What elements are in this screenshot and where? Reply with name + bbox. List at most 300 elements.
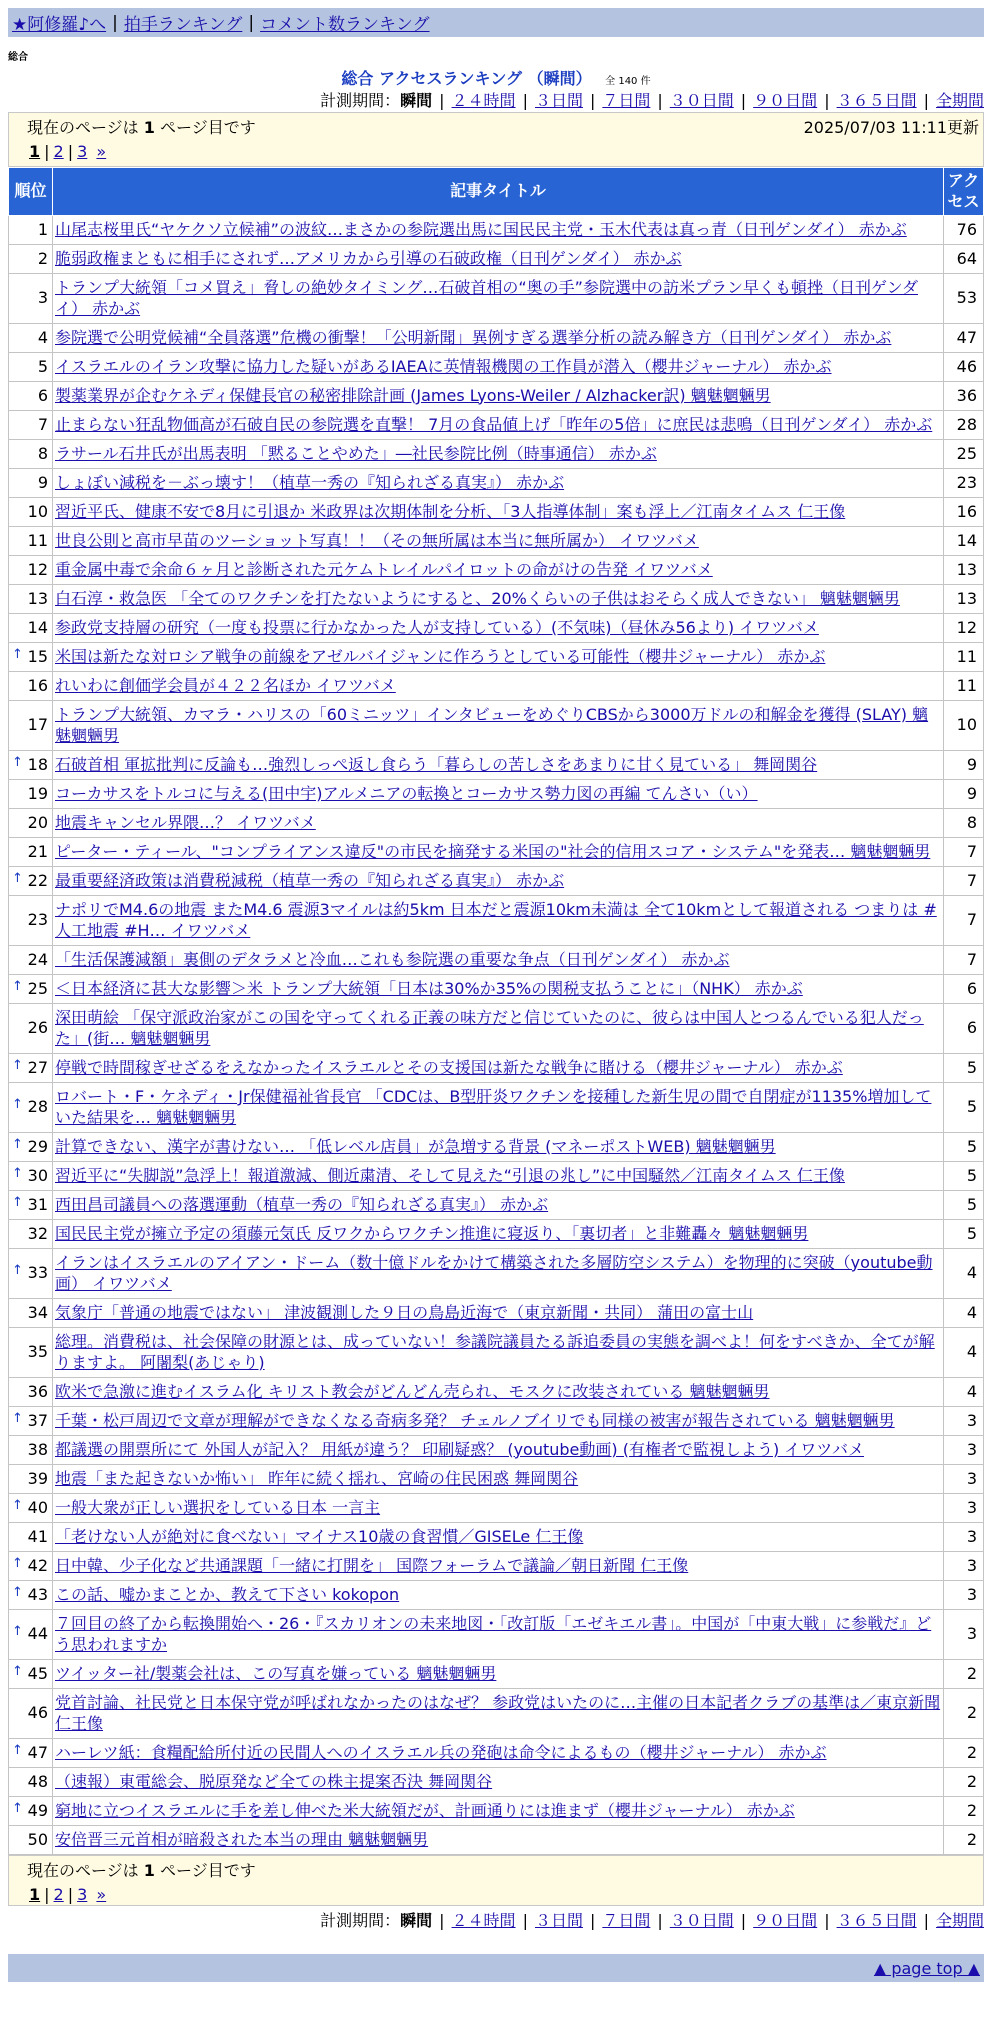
rank-number: 40	[27, 1497, 48, 1517]
rank-cell	[9, 527, 53, 556]
access-count: 5	[944, 1191, 984, 1220]
nav-separator: |	[112, 12, 118, 33]
rank-cell	[9, 946, 53, 975]
title-cell	[53, 751, 944, 780]
table-row	[9, 1494, 984, 1523]
article-link[interactable]: トランプ大統領、カマラ・ハリスの「60ミニッツ」インタビューをめぐりCBSから3000万ドルの和解金を獲得 (SLAY) 魑魅魍魎男	[55, 704, 929, 745]
access-count: 3	[944, 1494, 984, 1523]
title-cell	[53, 1299, 944, 1328]
rank-up-icon: ↑	[12, 1497, 23, 1513]
article-link[interactable]: 気象庁「普通の地震ではない」 津波観測した９日の鳥島近海で（東京新聞・共同） 蒲田の富士山	[55, 1302, 754, 1322]
page-link[interactable]: 2	[53, 142, 64, 161]
table-row	[9, 585, 984, 614]
article-link[interactable]: 「生活保護減額」裏側のデタラメと冷血…これも参院選の重要な争点（日刊ゲンダイ） 赤かぶ	[55, 949, 730, 969]
period-link[interactable]: ２４時間	[451, 1911, 516, 1930]
access-count: 3	[944, 1465, 984, 1494]
page-separator: |	[67, 1885, 74, 1904]
access-count: 6	[944, 1004, 984, 1054]
rank-cell	[9, 896, 53, 946]
rank-cell	[9, 1162, 53, 1191]
table-row	[9, 353, 984, 382]
rank-cell	[9, 585, 53, 614]
rank-number: 44	[27, 1624, 48, 1644]
period-selector-bottom	[8, 1908, 984, 1932]
page-link[interactable]: 3	[77, 142, 88, 161]
page-title	[8, 66, 984, 88]
title-cell	[53, 1739, 944, 1768]
rank-cell	[9, 324, 53, 353]
rank-up-icon: ↑	[12, 1263, 23, 1279]
table-row	[9, 1523, 984, 1552]
title-cell	[53, 1523, 944, 1552]
table-row	[9, 1552, 984, 1581]
rank-cell	[9, 556, 53, 585]
rank-cell	[9, 245, 53, 274]
access-count: 3	[944, 1407, 984, 1436]
clap-ranking-link[interactable]: 拍手ランキング	[123, 15, 243, 35]
table-row	[9, 1220, 984, 1249]
next-page-link[interactable]: »	[96, 142, 107, 161]
period-separator: |	[439, 1911, 445, 1930]
rank-number: 20	[27, 812, 48, 832]
article-link[interactable]: トランプ大統領「コメ買え」脅しの絶妙タイミング…石破首相の“奥の手”参院選中の訪米プラン早くも頓挫（日刊ゲンダイ） 赤かぶ	[55, 277, 918, 318]
table-row	[9, 1407, 984, 1436]
period-separator: |	[657, 1911, 663, 1930]
period-separator: |	[522, 91, 528, 110]
rank-number: 33	[27, 1263, 48, 1283]
title-cell	[53, 527, 944, 556]
rank-cell	[9, 1054, 53, 1083]
period-link[interactable]: ３０日間	[669, 1911, 734, 1930]
article-link[interactable]: 安倍晋三元首相が暗殺された本当の理由 魑魅魍魎男	[55, 1829, 429, 1849]
home-link[interactable]: ★阿修羅♪へ	[12, 15, 107, 35]
table-row	[9, 643, 984, 672]
rank-cell	[9, 780, 53, 809]
period-separator: |	[439, 91, 445, 110]
rank-up-icon: ↑	[12, 1800, 23, 1816]
title-cell	[53, 1220, 944, 1249]
table-row	[9, 1054, 984, 1083]
table-row	[9, 411, 984, 440]
article-link[interactable]: 習近平に“失脚説”急浮上！報道激減、側近粛清、そして見えた“引退の兆し”に中国騒然／江南タイムス 仁王像	[55, 1165, 845, 1185]
rank-cell	[9, 1797, 53, 1826]
period-separator: |	[824, 1911, 830, 1930]
title-cell	[53, 382, 944, 411]
article-link[interactable]: ７回目の終了から転換開始へ・26・『スカリオンの未来地図・「改訂版「エゼキエル書」。中国が「中東大戦」に参戦だ』どう思われますか	[55, 1613, 932, 1654]
period-separator: |	[923, 1911, 929, 1930]
rank-up-icon: ↑	[12, 646, 23, 662]
title-cell	[53, 324, 944, 353]
article-link[interactable]: 習近平氏、健康不安で8月に引退か 米政界は次期体制を分析、「3人指導体制」案も浮上／江南タイムス 仁王像	[55, 501, 846, 521]
rank-cell	[9, 1768, 53, 1797]
access-header: アクセス	[944, 168, 984, 216]
period-current: 瞬間	[400, 1911, 433, 1930]
rank-cell	[9, 274, 53, 324]
rank-cell	[9, 672, 53, 701]
ranking-rows	[9, 216, 984, 1855]
article-link[interactable]: ＜日本経済に甚大な影響＞米 トランプ大統領「日本は30%か35%の関税支払うことに」（NHK） 赤かぶ	[55, 978, 803, 998]
table-row	[9, 1610, 984, 1660]
rank-number: 26	[27, 1018, 48, 1038]
article-link[interactable]: （速報）東電総会、脱原発など全ての株主提案否決 舞岡関谷	[55, 1771, 493, 1791]
title-cell	[53, 1162, 944, 1191]
title-cell	[53, 946, 944, 975]
rank-number: 39	[27, 1468, 48, 1488]
rank-cell	[9, 1220, 53, 1249]
article-link[interactable]: 窮地に立つイスラエルに手を差し伸べた米大統領だが、計画通りには進まず（櫻井ジャーナル） 赤かぶ	[55, 1800, 795, 1820]
rank-number: 10	[27, 501, 48, 521]
rank-number: 12	[27, 559, 48, 579]
rank-up-icon: ↑	[12, 1194, 23, 1210]
rank-cell	[9, 1552, 53, 1581]
period-link[interactable]: ２４時間	[451, 91, 516, 110]
table-row	[9, 1826, 984, 1855]
period-link[interactable]: 全期間	[935, 91, 984, 110]
rank-cell	[9, 751, 53, 780]
title-cell	[53, 614, 944, 643]
table-row	[9, 1465, 984, 1494]
title-cell	[53, 701, 944, 751]
article-link[interactable]: ラサール石井氏が出馬表明 「黙ることやめた」―社民参院比例（時事通信） 赤かぶ	[55, 443, 657, 463]
total-count: 全 140 件	[605, 76, 651, 87]
rank-number: 13	[27, 588, 48, 608]
period-current: 瞬間	[400, 91, 433, 110]
access-count: 9	[944, 751, 984, 780]
article-link[interactable]: 総理。消費税は、社会保障の財源とは、成っていない！参議院議員たる訴追委員の実態を調べよ！何をすべきか、全てが解りますよ。 阿闍梨(あじゃり)	[55, 1331, 935, 1372]
rank-cell	[9, 1407, 53, 1436]
table-row	[9, 946, 984, 975]
access-count: 25	[944, 440, 984, 469]
rank-cell	[9, 643, 53, 672]
access-count: 3	[944, 1581, 984, 1610]
access-count: 2	[944, 1660, 984, 1689]
rank-header: 順位	[9, 168, 53, 216]
rank-cell	[9, 411, 53, 440]
article-link[interactable]: 千葉・松戸周辺で文章が理解ができなくなる奇病多発？ チェルノブイリでも同様の被害が報告されている 魑魅魍魎男	[55, 1410, 895, 1430]
access-count: 5	[944, 1133, 984, 1162]
rank-up-icon: ↑	[12, 1165, 23, 1181]
pager-top	[8, 112, 984, 167]
article-link[interactable]: 参院選で公明党候補“全員落選”危機の衝撃！「公明新聞」異例すぎる選挙分析の読み解き方（日刊ゲンダイ） 赤かぶ	[55, 327, 892, 347]
article-link[interactable]: ロバート・F・ケネディ・Jr保健福祉省長官 「CDCは、B型肝炎ワクチンを接種した新生児の間で自閉症が1135%増加していた結果を… 魑魅魍魎男	[55, 1086, 932, 1127]
table-row	[9, 216, 984, 245]
title-cell	[53, 975, 944, 1004]
access-count: 46	[944, 353, 984, 382]
rank-cell	[9, 1299, 53, 1328]
rank-cell	[9, 701, 53, 751]
article-link[interactable]: 欧米で急激に進むイスラム化 キリスト教会がどんどん売られ、モスクに改装されている 魑魅魍魎男	[55, 1381, 770, 1401]
current-page-number: 1	[143, 1861, 155, 1880]
ranking-title: 総合 アクセスランキング （瞬間）	[341, 69, 592, 88]
title-cell	[53, 1768, 944, 1797]
table-row	[9, 975, 984, 1004]
period-separator: |	[589, 91, 596, 110]
title-cell	[53, 1054, 944, 1083]
article-link[interactable]: イスラエルのイラン攻撃に協力した疑いがあるIAEAに英情報機関の工作員が潜入（櫻井ジャーナル） 赤かぶ	[55, 356, 832, 376]
access-count: 5	[944, 1083, 984, 1133]
table-row	[9, 1768, 984, 1797]
rank-number: 42	[27, 1555, 48, 1575]
page-links	[27, 1885, 979, 1904]
title-cell	[53, 353, 944, 382]
access-count: 3	[944, 1523, 984, 1552]
rank-number: 48	[27, 1771, 48, 1791]
rank-number: 19	[27, 783, 48, 803]
table-row	[9, 527, 984, 556]
article-link[interactable]: 地震「また起きないか怖い」 昨年に続く揺れ、宮崎の住民困惑 舞岡関谷	[55, 1468, 579, 1488]
access-count: 11	[944, 672, 984, 701]
rank-cell	[9, 838, 53, 867]
article-link[interactable]: 製薬業界が企むケネディ保健長官の秘密排除計画 (James Lyons-Weiler / Alzhacker訳) 魑魅魍魎男	[55, 385, 771, 405]
title-cell	[53, 556, 944, 585]
title-cell	[53, 1826, 944, 1855]
access-count: 8	[944, 809, 984, 838]
period-link[interactable]: ９０日間	[753, 1911, 818, 1930]
period-separator: |	[740, 91, 747, 110]
access-count: 2	[944, 1826, 984, 1855]
title-cell	[53, 274, 944, 324]
article-link[interactable]: ナポリでM4.6の地震 またM4.6 震源3マイルは約5km 日本だと震源10km未満は 全て10kmとして報道される つまりは #人工地震 #H… イワツバメ	[55, 899, 937, 940]
title-cell	[53, 1660, 944, 1689]
rank-up-icon: ↑	[12, 1742, 23, 1758]
rank-number: 4	[37, 327, 48, 347]
title-cell	[53, 1249, 944, 1299]
table-row	[9, 1328, 984, 1378]
article-link[interactable]: 計算できない、漢字が書けない… 「低レベル店員」が急増する背景 (マネーポストWEB) 魑魅魍魎男	[55, 1136, 776, 1156]
title-cell	[53, 1083, 944, 1133]
rank-number: 27	[27, 1057, 48, 1077]
access-count: 5	[944, 1220, 984, 1249]
period-label: 計測期間：	[320, 1911, 401, 1930]
rank-cell	[9, 1436, 53, 1465]
article-link[interactable]: 白石淳・救急医 「全てのワクチンを打たないようにすると、20%くらいの子供はおそらく成人できない」 魑魅魍魎男	[55, 588, 900, 608]
period-link[interactable]: ３６５日間	[836, 91, 917, 110]
period-link[interactable]: ３６５日間	[836, 1911, 917, 1930]
next-page-link[interactable]: »	[96, 1885, 107, 1904]
rank-cell	[9, 1133, 53, 1162]
article-link[interactable]: 参政党支持層の研究（一度も投票に行かなかった人が支持している）(不気味)（昼休み56より) イワツバメ	[55, 617, 819, 637]
article-link[interactable]: 米国は新たな対ロシア戦争の前線をアゼルバイジャンに作ろうとしている可能性（櫻井ジャーナル） 赤かぶ	[55, 646, 826, 666]
rank-number: 46	[27, 1703, 48, 1723]
page-separator: |	[44, 142, 50, 161]
article-link[interactable]: 都議選の開票所にて 外国人が記入？ 用紙が違う？ 印刷疑惑？ (youtube動画) (有権者で監視しよう) イワツバメ	[55, 1439, 864, 1459]
category-tag: 総合	[8, 52, 28, 63]
rank-number: 15	[27, 646, 48, 666]
title-cell	[53, 585, 944, 614]
access-count: 3	[944, 1610, 984, 1660]
title-cell	[53, 896, 944, 946]
article-link[interactable]: この話、嘘かまことか、教えて下さい kokopon	[55, 1584, 400, 1604]
rank-cell	[9, 1660, 53, 1689]
article-link[interactable]: 止まらない狂乱物価高が石破自民の参院選を直撃！ 7月の食品値上げ「昨年の5倍」に庶民は悲鳴（日刊ゲンダイ） 赤かぶ	[55, 414, 933, 434]
title-cell	[53, 440, 944, 469]
rank-cell	[9, 1523, 53, 1552]
article-link[interactable]: ピーター・ティール、"コンプライアンス違反"の市民を摘発する米国の"社会的信用スコア・システム"を発表… 魑魅魍魎男	[55, 841, 931, 861]
period-separator: |	[589, 1911, 596, 1930]
period-separator: |	[522, 1911, 528, 1930]
rank-number: 45	[27, 1663, 48, 1683]
article-link[interactable]: 山尾志桜里氏“ヤケクソ立候補”の波紋…まさかの参院選出馬に国民民主党・玉木代表は真っ青（日刊ゲンダイ） 赤かぶ	[55, 219, 907, 239]
rank-number: 38	[27, 1439, 48, 1459]
article-link[interactable]: ハーレツ紙：食糧配給所付近の民間人へのイスラエル兵の発砲は命令によるもの（櫻井ジャーナル） 赤かぶ	[55, 1742, 827, 1762]
title-cell	[53, 1581, 944, 1610]
rank-number: 36	[27, 1381, 48, 1401]
rank-number: 24	[27, 949, 48, 969]
rank-number: 29	[27, 1136, 48, 1156]
table-row	[9, 614, 984, 643]
access-count: 2	[944, 1689, 984, 1739]
article-link[interactable]: 日中韓、少子化など共通課題「一緒に打開を」 国際フォーラムで議論／朝日新聞 仁王像	[55, 1555, 689, 1575]
rank-up-icon: ↑	[12, 1555, 23, 1571]
table-row	[9, 498, 984, 527]
period-link[interactable]: ７日間	[602, 91, 651, 110]
access-count: 5	[944, 1162, 984, 1191]
table-row	[9, 1299, 984, 1328]
article-link[interactable]: 停戦で時間稼ぎせざるをえなかったイスラエルとその支援国は新たな戦争に賭ける（櫻井ジャーナル） 赤かぶ	[55, 1057, 843, 1077]
rank-number: 14	[27, 617, 48, 637]
rank-cell	[9, 1689, 53, 1739]
access-count: 2	[944, 1739, 984, 1768]
rank-number: 34	[27, 1302, 48, 1322]
table-row	[9, 324, 984, 353]
page-link-current[interactable]: 1	[29, 1885, 41, 1904]
period-separator: |	[824, 91, 830, 110]
access-count: 3	[944, 1436, 984, 1465]
article-link[interactable]: 最重要経済政策は消費税減税（植草一秀の『知られざる真実』） 赤かぶ	[55, 870, 565, 890]
rank-up-icon: ↑	[12, 1624, 23, 1640]
table-row	[9, 1739, 984, 1768]
article-link[interactable]: 「老けない人が絶対に食べない」マイナス10歳の食習慣／GISELe 仁王像	[55, 1526, 584, 1546]
rank-up-icon: ↑	[12, 870, 23, 886]
title-cell	[53, 1797, 944, 1826]
article-link[interactable]: イランはイスラエルのアイアン・ドーム（数十億ドルをかけて構築された多層防空システム）を物理的に突破（youtube動画） イワツバメ	[55, 1252, 933, 1293]
article-link[interactable]: れいわに創価学会員が４２２名ほか イワツバメ	[55, 675, 396, 695]
rank-up-icon: ↑	[12, 1097, 23, 1113]
table-row	[9, 1581, 984, 1610]
article-link[interactable]: 地震キャンセル界隈…？ イワツバメ	[55, 812, 316, 832]
current-page-text: 現在のページは 1 ページ目です	[27, 1861, 256, 1880]
rank-cell	[9, 1249, 53, 1299]
article-link[interactable]: 石破首相 軍拡批判に反論も…強烈しっぺ返し食らう「暮らしの苦しさをあまりに甘く見ている」 舞岡関谷	[55, 754, 818, 774]
table-row	[9, 1191, 984, 1220]
rank-number: 22	[27, 870, 48, 890]
bottom-nav-bar	[8, 1954, 984, 1982]
rank-number: 1	[37, 219, 48, 239]
title-cell	[53, 838, 944, 867]
article-link[interactable]: 一般大衆が正しい選択をしている日本 一言主	[55, 1497, 381, 1517]
title-cell	[53, 1191, 944, 1220]
rank-number: 32	[27, 1223, 48, 1243]
title-cell	[53, 469, 944, 498]
table-row	[9, 1004, 984, 1054]
rank-cell	[9, 1004, 53, 1054]
rank-number: 37	[27, 1410, 48, 1430]
article-link[interactable]: ツイッター社/製薬会社は、この写真を嫌っている 魑魅魍魎男	[55, 1663, 497, 1683]
article-link[interactable]: 党首討論、社民党と日本保守党が呼ばれなかったのはなぜ？ 参政党はいたのに…主催の日本記者クラブの基準は／東京新聞 仁王像	[55, 1692, 941, 1733]
article-link[interactable]: コーカサスをトルコに与える(田中宇)アルメニアの転換とコーカサス勢力図の再編 てんさい（い）	[55, 783, 758, 803]
rank-number: 31	[27, 1194, 48, 1214]
table-row	[9, 809, 984, 838]
rank-cell	[9, 867, 53, 896]
table-row	[9, 867, 984, 896]
access-count: 10	[944, 701, 984, 751]
rank-number: 28	[27, 1097, 48, 1117]
rank-number: 41	[27, 1526, 48, 1546]
title-cell	[53, 1689, 944, 1739]
period-link[interactable]: ７日間	[602, 1911, 651, 1930]
access-count: 2	[944, 1797, 984, 1826]
current-page-text: 現在のページは 1 ページ目です	[27, 118, 256, 137]
comment-ranking-link[interactable]: コメント数ランキング	[260, 15, 430, 35]
article-link[interactable]: 脆弱政権まともに相手にされず…アメリカから引導の石破政権（日刊ゲンダイ） 赤かぶ	[55, 248, 682, 268]
access-count: 3	[944, 1552, 984, 1581]
period-selector-top	[8, 88, 984, 112]
article-link[interactable]: 深田萌絵 「保守派政治家がこの国を守ってくれる正義の味方だと信じていたのに、彼らは中国人とつるんでいる犯人だった」(街… 魑魅魍魎男	[55, 1007, 924, 1048]
access-count: 16	[944, 498, 984, 527]
rank-number: 35	[27, 1342, 48, 1362]
access-count: 23	[944, 469, 984, 498]
page-links	[27, 142, 979, 161]
article-link[interactable]: 西田昌司議員への落選運動（植草一秀の『知られざる真実』） 赤かぶ	[55, 1194, 549, 1214]
rank-number: 3	[37, 288, 48, 308]
period-link[interactable]: ３０日間	[669, 91, 734, 110]
access-count: 47	[944, 324, 984, 353]
title-cell	[53, 1407, 944, 1436]
period-label: 計測期間：	[320, 91, 401, 110]
title-cell	[53, 1610, 944, 1660]
table-row	[9, 751, 984, 780]
access-count: 53	[944, 274, 984, 324]
rank-number: 23	[27, 910, 48, 930]
rank-number: 30	[27, 1165, 48, 1185]
page-link[interactable]: 3	[77, 1885, 88, 1904]
pager-bottom	[8, 1855, 984, 1906]
page-link-current[interactable]: 1	[29, 142, 41, 161]
access-count: 7	[944, 896, 984, 946]
period-link[interactable]: ３日間	[534, 1911, 583, 1930]
rank-number: 21	[27, 841, 48, 861]
title-cell	[53, 216, 944, 245]
article-link[interactable]: しょぼい減税を－ぶっ壊す！（植草一秀の『知られざる真実』） 赤かぶ	[55, 472, 565, 492]
title-cell	[53, 498, 944, 527]
page-link[interactable]: 2	[53, 1885, 64, 1904]
access-count: 28	[944, 411, 984, 440]
rank-up-icon: ↑	[12, 1136, 23, 1152]
rank-number: 7	[37, 414, 48, 434]
period-link[interactable]: ３日間	[534, 91, 583, 110]
period-link[interactable]: 全期間	[935, 1911, 984, 1930]
rank-up-icon: ↑	[12, 978, 23, 994]
access-count: 7	[944, 838, 984, 867]
table-row	[9, 469, 984, 498]
article-link[interactable]: 世良公則と高市早苗のツーショット写真！！（その無所属は本当に無所属か） イワツバメ	[55, 530, 699, 550]
period-link[interactable]: ９０日間	[753, 91, 818, 110]
table-row	[9, 1083, 984, 1133]
rank-cell	[9, 1191, 53, 1220]
access-count: 7	[944, 946, 984, 975]
page-separator: |	[67, 142, 74, 161]
table-row	[9, 701, 984, 751]
article-link[interactable]: 重金属中毒で余命６ヶ月と診断された元ケムトレイルパイロットの命がけの告発 イワツバメ	[55, 559, 713, 579]
access-count: 14	[944, 527, 984, 556]
table-row	[9, 556, 984, 585]
article-link[interactable]: 国民民主党が擁立予定の須藤元気氏 反ワクからワクチン推進に寝返り、「裏切者」と非難轟々 魑魅魍魎男	[55, 1223, 809, 1243]
title-cell	[53, 867, 944, 896]
page-top-link[interactable]: ▲ page top ▲	[873, 1959, 980, 1978]
access-count: 36	[944, 382, 984, 411]
rank-cell	[9, 1465, 53, 1494]
rank-up-icon: ↑	[12, 1410, 23, 1426]
